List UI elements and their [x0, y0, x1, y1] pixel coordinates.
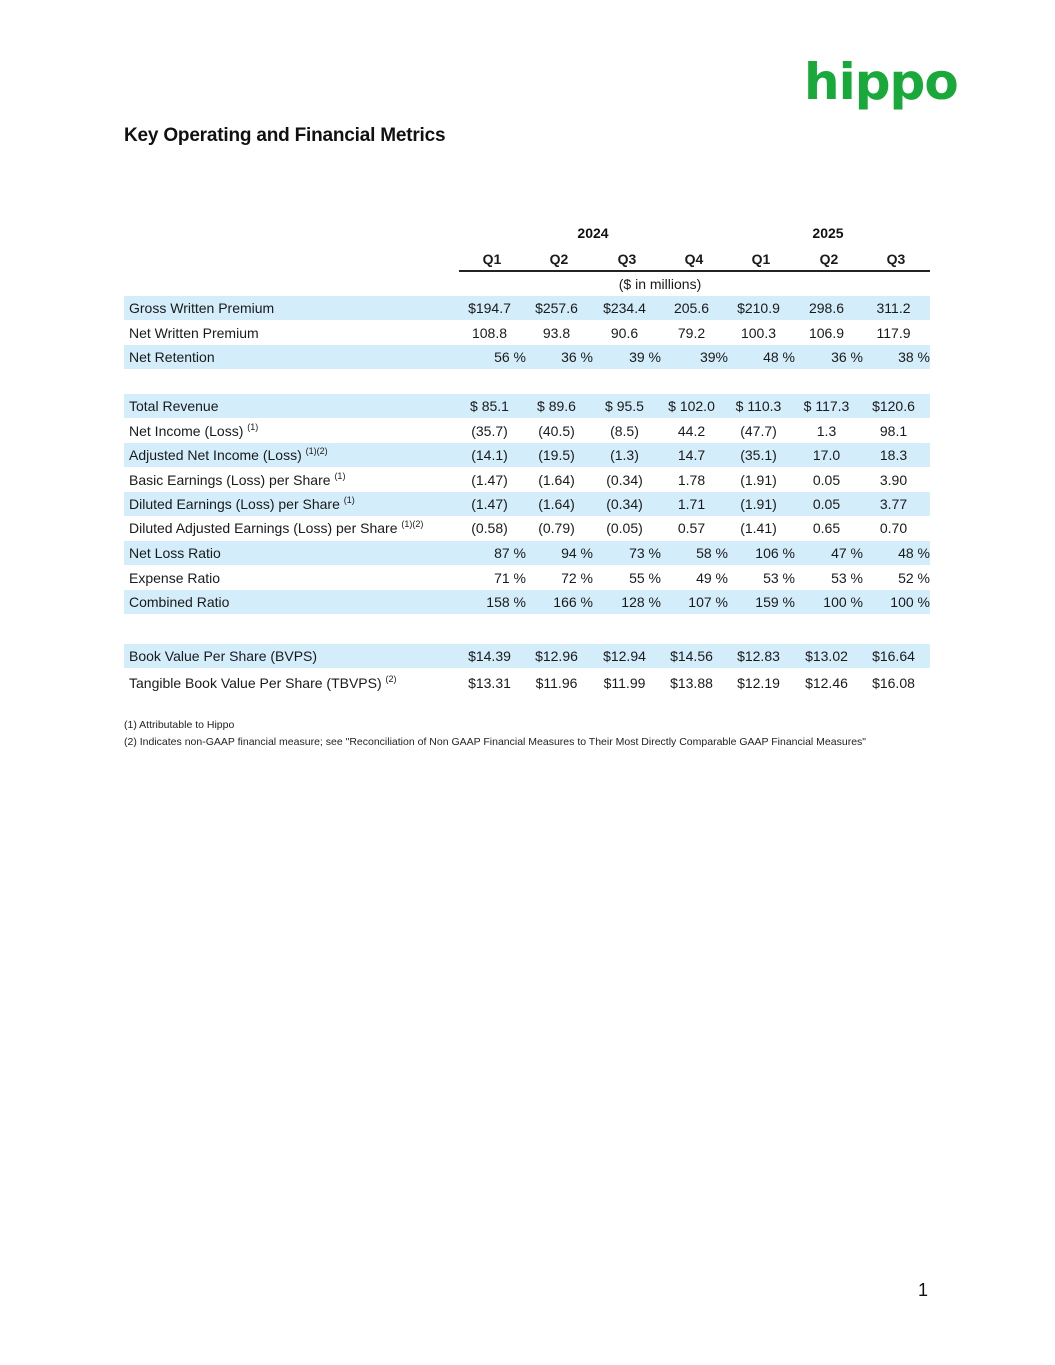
- row-label: [129, 394, 219, 418]
- quarter-header: Q2: [549, 251, 569, 267]
- year-header-2024: 2024: [577, 225, 609, 241]
- table-cell: 48 %: [763, 349, 795, 365]
- table-cell: (1.47): [471, 496, 508, 512]
- table-cell: 52 %: [898, 570, 930, 586]
- table-cell: 73 %: [629, 545, 661, 561]
- row-label-text: Net Written Premium: [129, 325, 259, 341]
- table-cell: 39 %: [629, 349, 661, 365]
- table-cell: 58 %: [696, 545, 728, 561]
- row-label: [129, 419, 258, 443]
- quarter-header: Q1: [751, 251, 771, 267]
- row-label: [129, 566, 220, 590]
- table-cell: (1.47): [471, 472, 508, 488]
- table-cell: $14.39: [468, 648, 511, 664]
- table-cell: (1.91): [740, 472, 777, 488]
- table-cell: 0.70: [879, 520, 908, 536]
- table-cell: 90.6: [610, 325, 639, 341]
- row-label-text: Book Value Per Share (BVPS): [129, 648, 318, 664]
- table-cell: 100 %: [823, 594, 863, 610]
- table-cell: $14.56: [670, 648, 713, 664]
- table-cell: (35.7): [471, 423, 508, 439]
- table-cell: $120.6: [872, 398, 915, 414]
- table-cell: 18.3: [879, 447, 908, 463]
- table-cell: 1.71: [677, 496, 706, 512]
- row-label-text: Gross Written Premium: [129, 300, 275, 316]
- table-cell: $12.19: [737, 675, 780, 691]
- quarter-header: Q3: [617, 251, 637, 267]
- page-title: Key Operating and Financial Metrics: [124, 125, 446, 146]
- table-cell: 0.65: [812, 520, 841, 536]
- table-cell: (0.34): [606, 496, 643, 512]
- table-cell: 39%: [699, 349, 728, 365]
- table-row: [124, 566, 930, 590]
- table-cell: 100 %: [890, 594, 930, 610]
- table-cell: $12.94: [603, 648, 646, 664]
- table-cell: 3.77: [879, 496, 908, 512]
- row-label: [129, 443, 328, 467]
- footnote-marker: (1): [343, 495, 355, 505]
- row-label-text: Combined Ratio: [129, 594, 230, 610]
- table-row: [124, 516, 930, 540]
- table-cell: 0.05: [812, 472, 841, 488]
- table-cell: 298.6: [808, 300, 845, 316]
- table-cell: (14.1): [471, 447, 508, 463]
- quarter-header: Q4: [684, 251, 704, 267]
- row-label-text: Tangible Book Value Per Share (TBVPS): [129, 675, 382, 691]
- table-cell: 87 %: [494, 545, 526, 561]
- table-cell: (1.91): [740, 496, 777, 512]
- quarter-header: Q1: [482, 251, 502, 267]
- footnote-marker: (1)(2): [305, 446, 328, 456]
- table-cell: 107 %: [688, 594, 728, 610]
- table-cell: 1.3: [816, 423, 837, 439]
- quarter-header: Q2: [819, 251, 839, 267]
- table-row: [124, 419, 930, 443]
- table-row: [124, 394, 930, 418]
- table-cell: (1.41): [740, 520, 777, 536]
- table-cell: $13.88: [670, 675, 713, 691]
- footnote-2: (2) Indicates non-GAAP financial measure; see "Reconciliation of Non GAAP Financial Measures to Their Most Directly Comparable GAAP Financial Measures": [124, 736, 867, 748]
- table-cell: 158 %: [486, 594, 526, 610]
- table-cell: $234.4: [603, 300, 646, 316]
- table-cell: $194.7: [468, 300, 511, 316]
- table-cell: (0.34): [606, 472, 643, 488]
- footnote-1: (1) Attributable to Hippo: [124, 719, 235, 731]
- table-cell: 311.2: [876, 300, 911, 316]
- table-cell: $ 85.1: [470, 398, 509, 414]
- table-cell: 36 %: [561, 349, 593, 365]
- table-cell: (19.5): [538, 447, 575, 463]
- table-cell: (1.3): [610, 447, 639, 463]
- table-cell: $16.64: [872, 648, 915, 664]
- table-cell: $257.6: [535, 300, 578, 316]
- table-cell: 48 %: [898, 545, 930, 561]
- table-cell: 17.0: [812, 447, 841, 463]
- table-cell: $ 95.5: [605, 398, 644, 414]
- table-cell: $12.96: [535, 648, 578, 664]
- table-row: [124, 296, 930, 320]
- table-cell: (0.58): [471, 520, 508, 536]
- row-label: [129, 492, 355, 516]
- table-cell: 36 %: [831, 349, 863, 365]
- table-cell: 100.3: [740, 325, 777, 341]
- table-row: [124, 345, 930, 369]
- table-cell: 47 %: [831, 545, 863, 561]
- table-cell: 117.9: [876, 325, 911, 341]
- table-cell: $13.31: [468, 675, 511, 691]
- footnote-marker: (2): [385, 674, 397, 684]
- row-label-text: Net Loss Ratio: [129, 545, 221, 561]
- table-cell: (8.5): [610, 423, 639, 439]
- table-row: [124, 468, 930, 492]
- table-cell: 44.2: [677, 423, 706, 439]
- footnote-marker: (1)(2): [401, 519, 424, 529]
- table-cell: $16.08: [872, 675, 915, 691]
- table-cell: $11.96: [535, 675, 578, 691]
- table-cell: 0.05: [812, 496, 841, 512]
- table-row: [124, 321, 930, 345]
- row-label-text: Adjusted Net Income (Loss): [129, 447, 302, 463]
- table-cell: $11.99: [603, 675, 646, 691]
- table-cell: $ 110.3: [735, 398, 782, 414]
- table-cell: (40.5): [538, 423, 575, 439]
- table-cell: 55 %: [629, 570, 661, 586]
- table-cell: 98.1: [879, 423, 908, 439]
- table-cell: $13.02: [805, 648, 848, 664]
- hippo-logo: hippo: [804, 53, 958, 111]
- page-number: 1: [918, 1280, 929, 1300]
- row-label: [129, 296, 274, 320]
- units-caption: ($ in millions): [618, 276, 702, 292]
- quarter-header: Q3: [886, 251, 906, 267]
- table-cell: $210.9: [737, 300, 780, 316]
- row-label-text: Net Income (Loss): [129, 423, 244, 439]
- table-cell: $ 102.0: [668, 398, 715, 414]
- table-cell: 38 %: [898, 349, 930, 365]
- row-label: [129, 345, 215, 369]
- table-cell: 108.8: [471, 325, 508, 341]
- quarter-header-row: [459, 251, 930, 272]
- table-cell: 56 %: [494, 349, 526, 365]
- table-cell: 1.78: [677, 472, 706, 488]
- row-label: [129, 590, 229, 614]
- table-cell: 0.57: [677, 520, 706, 536]
- table-cell: 166 %: [553, 594, 593, 610]
- row-label-text: Diluted Earnings (Loss) per Share: [129, 496, 340, 512]
- table-cell: (35.1): [740, 447, 777, 463]
- table-cell: 128 %: [621, 594, 661, 610]
- table-cell: 3.90: [879, 472, 908, 488]
- table-cell: 94 %: [561, 545, 593, 561]
- table-cell: 159 %: [755, 594, 795, 610]
- row-label-text: Diluted Adjusted Earnings (Loss) per Share: [129, 520, 398, 536]
- table-cell: $ 89.6: [537, 398, 576, 414]
- table-cell: 106 %: [755, 545, 795, 561]
- table-cell: 14.7: [677, 447, 706, 463]
- row-label-text: Net Retention: [129, 349, 215, 365]
- table-cell: 53 %: [831, 570, 863, 586]
- table-row: [124, 492, 930, 516]
- table-cell: 72 %: [561, 570, 593, 586]
- table-cell: $12.46: [805, 675, 848, 691]
- table-cell: 93.8: [542, 325, 571, 341]
- year-header-2025: 2025: [812, 225, 844, 241]
- table-row: [124, 443, 930, 467]
- table-row: [124, 590, 930, 614]
- table-cell: 106.9: [808, 325, 845, 341]
- table-cell: 49 %: [696, 570, 728, 586]
- row-label-text: Basic Earnings (Loss) per Share: [129, 472, 331, 488]
- row-label: [129, 468, 345, 492]
- table-cell: $ 117.3: [803, 398, 850, 414]
- table-cell: 53 %: [763, 570, 795, 586]
- row-label-text: Total Revenue: [129, 398, 219, 414]
- table-cell: 71 %: [494, 570, 526, 586]
- table-cell: $12.83: [737, 648, 780, 664]
- table-cell: 205.6: [673, 300, 710, 316]
- row-label-text: Expense Ratio: [129, 570, 221, 586]
- row-label: [129, 644, 317, 668]
- table-cell: (0.79): [538, 520, 575, 536]
- table-cell: (47.7): [740, 423, 777, 439]
- row-label: [129, 516, 423, 540]
- table-row: [124, 671, 930, 695]
- table-row: [124, 644, 930, 668]
- row-label: [129, 671, 397, 695]
- footnote-marker: (1): [247, 422, 259, 432]
- row-label: [129, 321, 259, 345]
- table-cell: 79.2: [677, 325, 706, 341]
- row-label: [129, 541, 221, 565]
- footnote-marker: (1): [334, 471, 346, 481]
- table-cell: (0.05): [606, 520, 643, 536]
- table-cell: (1.64): [538, 472, 575, 488]
- table-row: [124, 541, 930, 565]
- table-cell: (1.64): [538, 496, 575, 512]
